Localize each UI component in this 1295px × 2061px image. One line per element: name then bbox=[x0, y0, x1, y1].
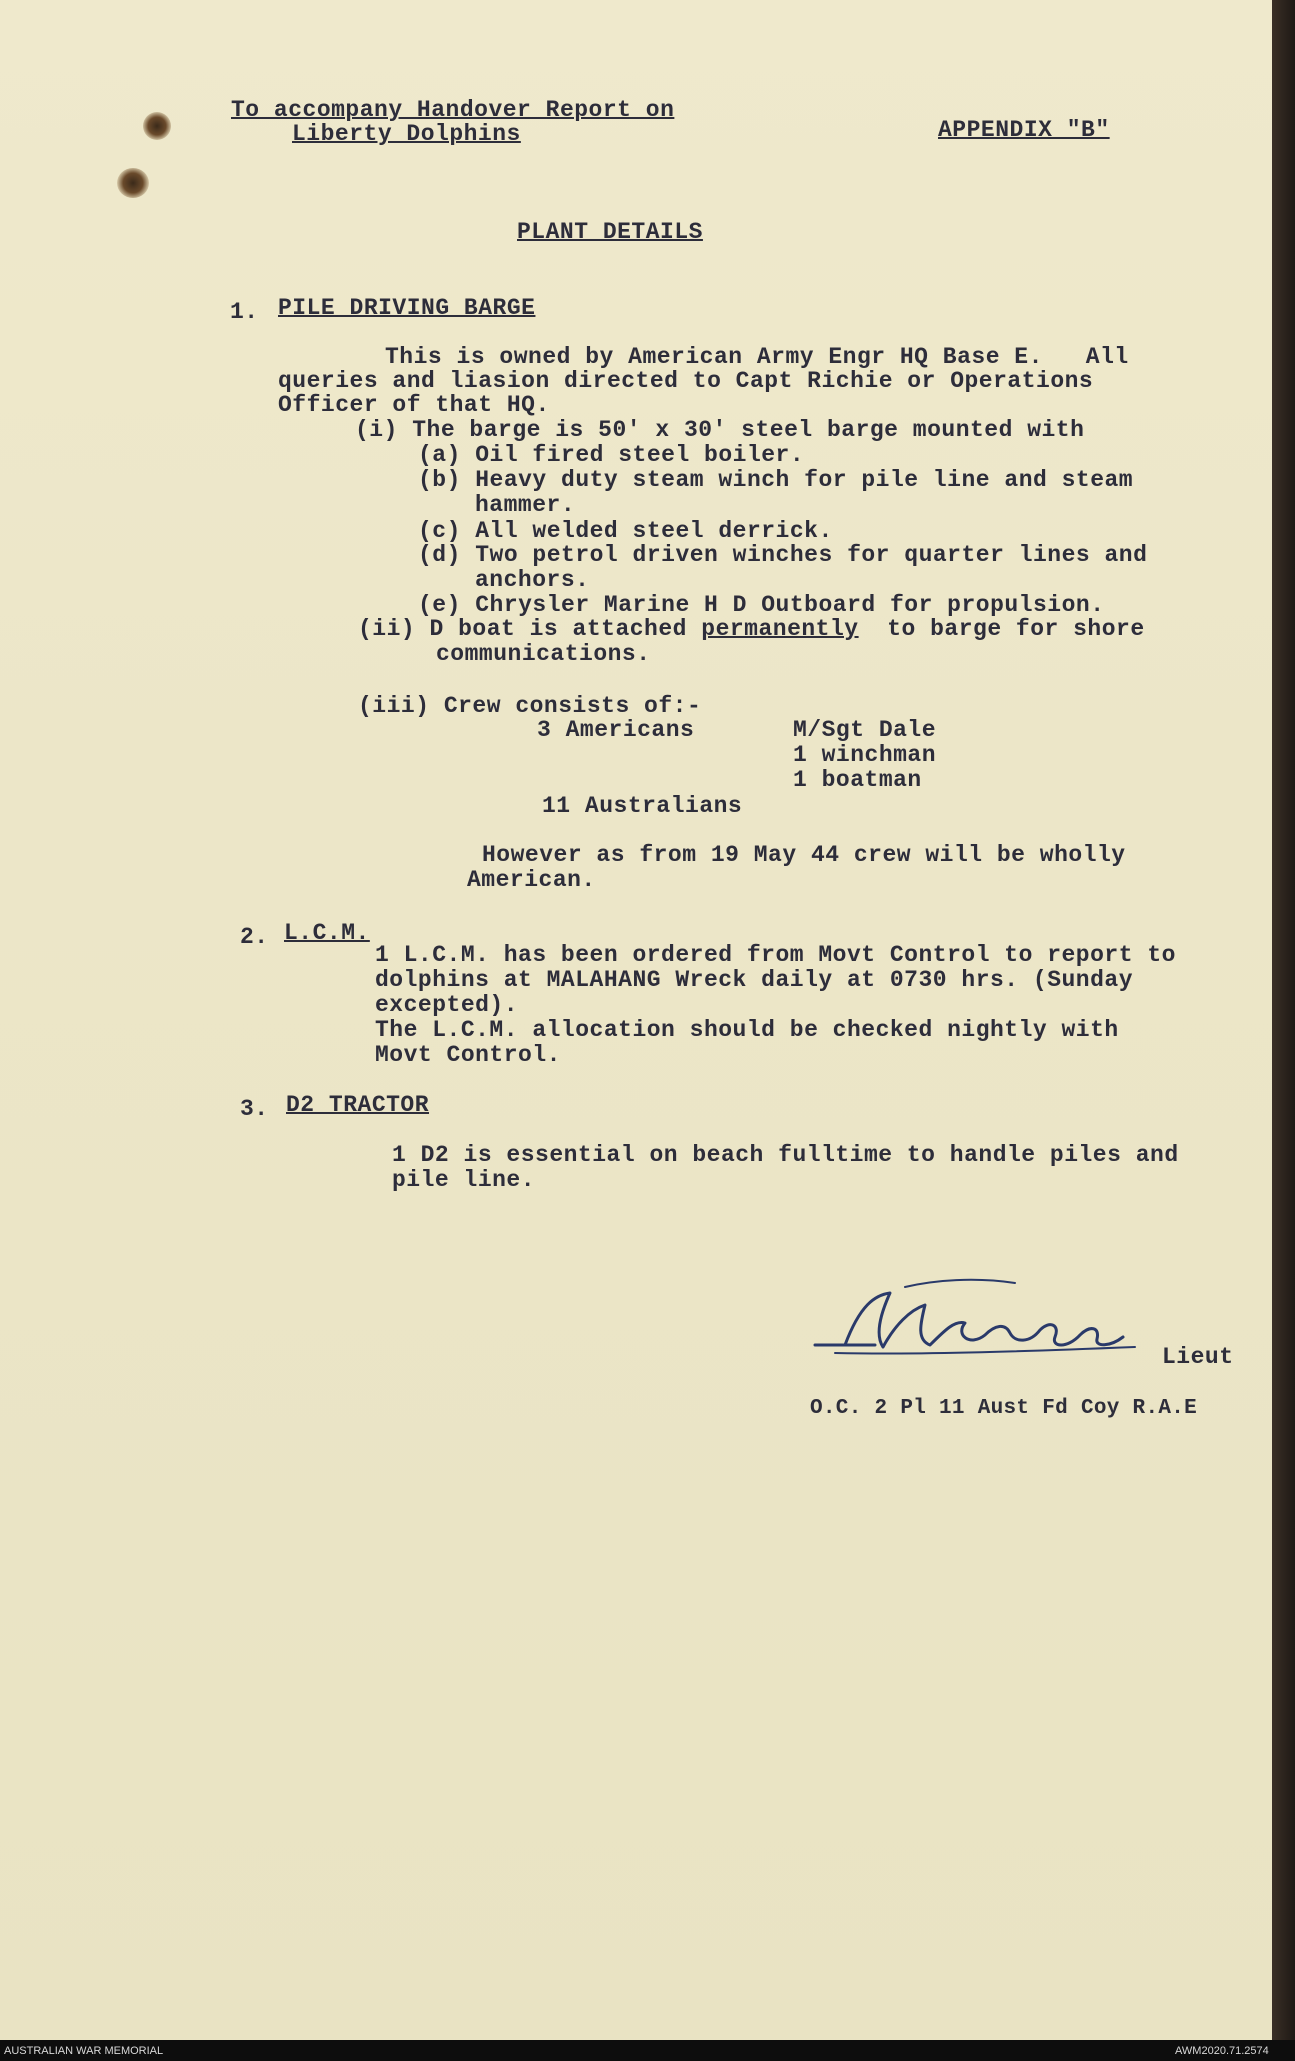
handwritten-signature bbox=[805, 1275, 1165, 1365]
item-ii-line2: communications. bbox=[436, 641, 651, 667]
item-a: (a) Oil fired steel boiler. bbox=[418, 442, 805, 468]
item-e: (e) Chrysler Marine H D Outboard for propulsion. bbox=[418, 592, 1105, 618]
footer-bar bbox=[0, 2040, 1295, 2061]
section3-line1: 1 D2 is essential on beach fulltime to handle piles and bbox=[392, 1142, 1179, 1168]
crew-american-3: 1 boatman bbox=[793, 767, 922, 793]
signoff-rank: Lieut bbox=[1162, 1344, 1234, 1370]
crew-americans: 3 Americans bbox=[537, 717, 695, 743]
section2-line2: dolphins at MALAHANG Wreck daily at 0730 hrs. (Sunday bbox=[375, 967, 1134, 993]
footer-credit: AUSTRALIAN WAR MEMORIAL bbox=[4, 2045, 164, 2057]
item-b-line1: (b) Heavy duty steam winch for pile line and steam bbox=[418, 467, 1134, 493]
section3-number: 3. bbox=[240, 1096, 269, 1122]
item-c: (c) All welded steel derrick. bbox=[418, 518, 833, 544]
signoff-unit: O.C. 2 Pl 11 Aust Fd Coy R.A.E bbox=[810, 1397, 1198, 1420]
item-ii-emphasis: permanently bbox=[701, 616, 859, 642]
section2-line5: Movt Control. bbox=[375, 1042, 561, 1068]
section2-number: 2. bbox=[240, 924, 269, 950]
crew-american-1: M/Sgt Dale bbox=[793, 717, 937, 743]
header-left-line1: To accompany Handover Report on bbox=[231, 97, 675, 123]
section1-number: 1. bbox=[230, 299, 259, 325]
item-ii-line1 bbox=[358, 617, 1145, 641]
punch-hole-top bbox=[143, 112, 171, 140]
item-d-line1: (d) Two petrol driven winches for quarter lines and bbox=[418, 542, 1148, 568]
section3-line2: pile line. bbox=[392, 1167, 536, 1193]
crew-australians: 11 Australians bbox=[542, 793, 743, 819]
section3-heading: D2 TRACTOR bbox=[286, 1092, 430, 1118]
footer-catalog-id: AWM2020.71.2574 bbox=[1175, 2045, 1269, 2057]
section1-heading: PILE DRIVING BARGE bbox=[278, 295, 536, 321]
crew-note-line2: American. bbox=[467, 867, 596, 893]
crew-american-2: 1 winchman bbox=[793, 742, 937, 768]
item-d-line2: anchors. bbox=[475, 567, 590, 593]
item-i: (i) The barge is 50' x 30' steel barge mounted with bbox=[355, 417, 1085, 443]
section1-para-line2: queries and liasion directed to Capt Richie or Operations bbox=[278, 368, 1094, 394]
section2-line4: The L.C.M. allocation should be checked nightly with bbox=[375, 1017, 1119, 1043]
page-title: PLANT DETAILS bbox=[517, 219, 703, 245]
section2-line1: 1 L.C.M. has been ordered from Movt Control to report to bbox=[375, 942, 1176, 968]
crew-note-line1: However as from 19 May 44 crew will be wholly bbox=[482, 842, 1126, 868]
item-b-line2: hammer. bbox=[475, 492, 576, 518]
item-ii-text: (ii) D boat is attached bbox=[358, 616, 702, 642]
page-edge bbox=[1272, 0, 1295, 2040]
section1-para-line1: This is owned by American Army Engr HQ Base E. All bbox=[385, 344, 1129, 370]
punch-hole-bottom bbox=[117, 168, 149, 198]
appendix-label: APPENDIX "B" bbox=[938, 117, 1110, 143]
item-ii-text-end: to barge for shore bbox=[858, 616, 1145, 642]
section2-heading: L.C.M. bbox=[284, 920, 370, 946]
header-left-line2: Liberty Dolphins bbox=[292, 121, 521, 147]
item-iii: (iii) Crew consists of:- bbox=[358, 693, 702, 719]
section1-para-line3: Officer of that HQ. bbox=[278, 392, 550, 418]
section2-line3: excepted). bbox=[375, 992, 519, 1018]
